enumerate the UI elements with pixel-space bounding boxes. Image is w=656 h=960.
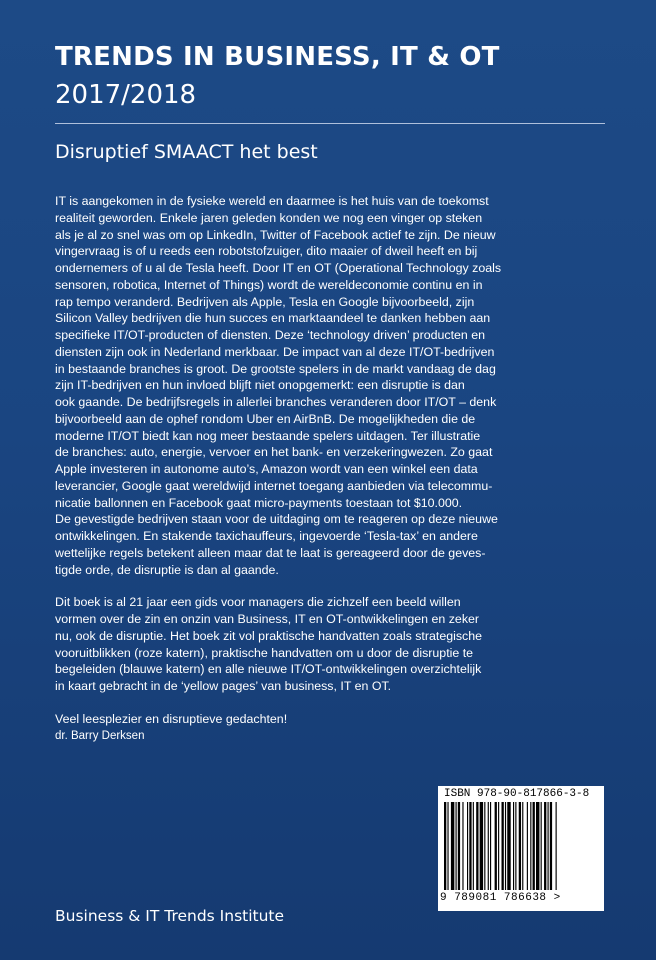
blurb-text xyxy=(55,193,615,744)
text-line: IT is aangekomen in de fysieke wereld en daarmee is het huis van de toekomst xyxy=(55,194,489,208)
text-line: Apple investeren in autonome auto’s, Amazon wordt van een winkel een data xyxy=(55,462,478,476)
isbn-label: ISBN 978-90-817866-3-8 xyxy=(444,788,590,800)
text-line: ondernemers of u al de Tesla heeft. Door IT en OT (Operational Technology zoals xyxy=(55,261,502,275)
barcode-bars xyxy=(444,802,598,892)
text-line: De gevestigde bedrijven staan voor de uitdaging om te reageren op deze nieuwe xyxy=(55,512,498,527)
isbn-barcode xyxy=(438,786,604,911)
book-edition-year: 2017/2018 xyxy=(55,80,197,110)
text-line: vooruitblikken (roze katern), praktische handvatten om u door de disruptie te xyxy=(55,645,474,660)
text-line: vormen over de zin en onzin van Business, IT en OT-ontwikkelingen en zeker xyxy=(55,612,480,626)
text-line: begeleiden (blauwe katern) en alle nieuwe IT/OT-ontwikkelingen overzichtelijk xyxy=(55,662,482,677)
text-line: nicatie ballonnen en Facebook gaat micro-payments toestaan tot $10.000. xyxy=(55,495,463,510)
text-line: ook gaande. De bedrijfsregels in allerlei branches veranderen door IT/OT – denk xyxy=(55,395,497,409)
text-line: rap tempo veranderd. Bedrijven als Apple, Tesla en Google bijvoorbeeld, zijn xyxy=(55,294,475,309)
closing-line: Veel leesplezier en disruptieve gedachten! xyxy=(55,711,288,726)
text-line: diensten zijn ook in Nederland merkbaar. De impact van al deze IT/OT-bedrijven xyxy=(55,344,495,359)
text-line: leverancier, Google gaat wereldwijd internet toegang aanbieden via telecommu- xyxy=(55,478,493,493)
text-line: moderne IT/OT biedt kan nog meer bestaande spelers uitdagen. Ter illustratie xyxy=(55,428,481,443)
text-line: als je al zo snel was om op LinkedIn, Twitter of Facebook actief te zijn. De nieuw xyxy=(55,227,496,242)
text-line: bijvoorbeeld aan de ophef rondom Uber en AirBnB. De mogelijkheden die de xyxy=(55,411,476,426)
text-line: Dit boek is al 21 jaar een gids voor managers die zichzelf een beeld willen xyxy=(55,595,461,610)
author-signature: dr. Barry Derksen xyxy=(55,729,145,742)
blurb-paragraph-1 xyxy=(55,193,615,578)
text-line: realiteit geworden. Enkele jaren geleden konden we nog een vinger op steken xyxy=(55,210,483,225)
ean-digits: 9 789081 786638 > xyxy=(440,892,561,904)
text-line: in kaart gebracht in de ‘yellow pages’ van business, IT en OT. xyxy=(55,679,392,693)
publisher-name: Business & IT Trends Institute xyxy=(55,907,285,925)
blurb-paragraph-2 xyxy=(55,594,615,695)
text-line: vingervraag is of u reeds een robotstofzuiger, dito maaier of dweil heeft en bij xyxy=(55,244,478,259)
text-line: sensoren, robotica, Internet of Things) wordt de wereldeconomie continu en in xyxy=(55,277,483,292)
text-line: Silicon Valley bedrijven die hun succes en marktaandeel te danken hebben aan xyxy=(55,311,491,326)
text-line: specifieke IT/OT-producten of diensten. Deze ‘technology driven’ producten en xyxy=(55,328,486,342)
text-line: zijn IT-bedrijven en hun invloed blijft niet onopgemerkt: een disruptie is dan xyxy=(55,378,465,393)
text-line: ontwikkelingen. En stakende taxichauffeurs, ingevoerde ‘Tesla-tax’ en andere xyxy=(55,529,478,543)
book-subtitle: Disruptief SMAACT het best xyxy=(55,141,318,163)
title-divider xyxy=(55,123,605,124)
text-line: tigde orde, de disruptie is dan al gaande. xyxy=(55,562,279,577)
text-line: in bestaande branches is groot. De grootste spelers in de markt vandaag de dag xyxy=(55,361,496,376)
text-line: de branches: auto, energie, vervoer en het bank- en verzekeringwezen. Zo gaat xyxy=(55,445,493,460)
text-line: nu, ook de disruptie. Het boek zit vol praktische handvatten zoals strategische xyxy=(55,628,483,643)
text-line: wettelijke regels betekent alleen maar dat te laat is gereageerd door de geves- xyxy=(55,545,486,560)
book-title: TRENDS IN BUSINESS, IT & OT xyxy=(55,42,500,72)
